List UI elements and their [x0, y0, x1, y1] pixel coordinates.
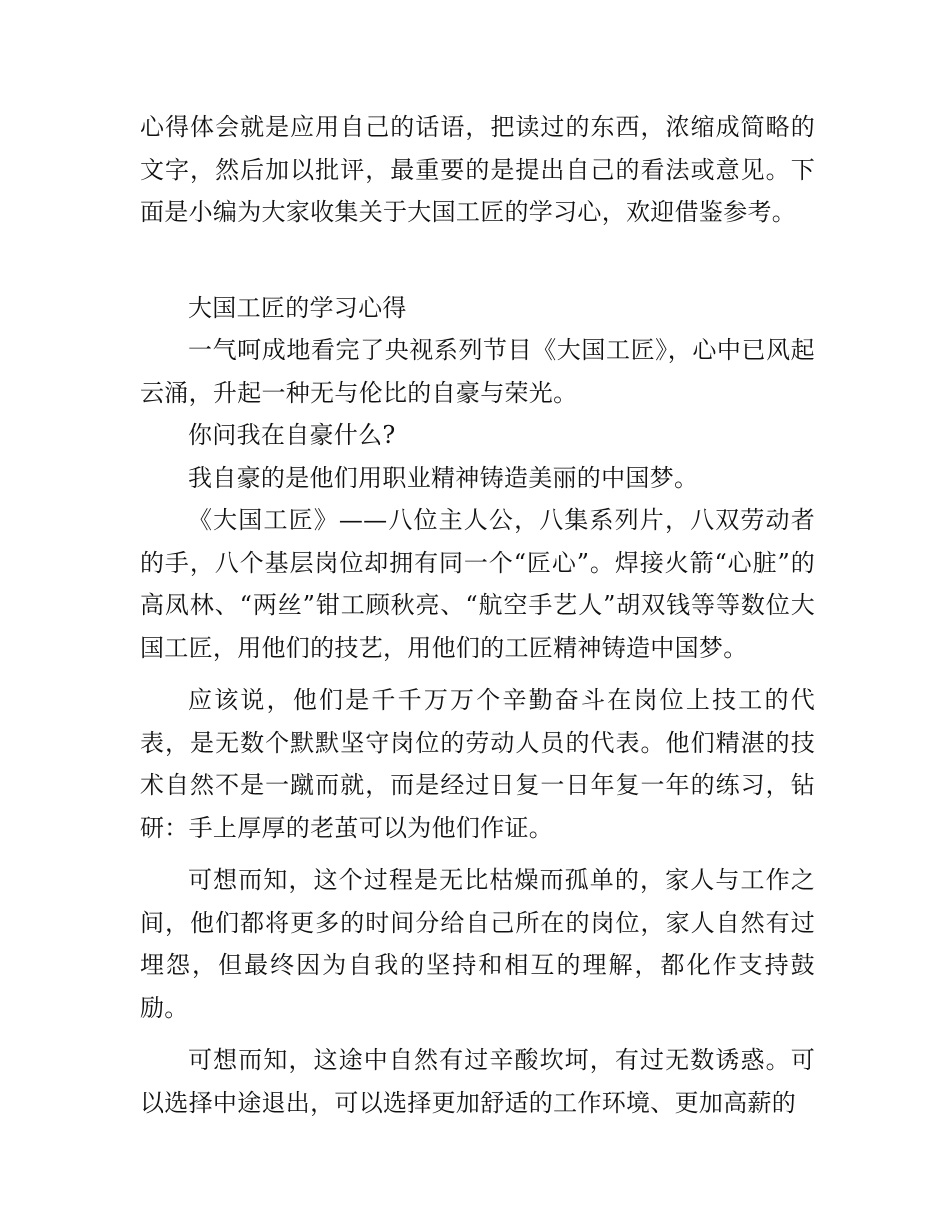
document-page	[140, 106, 815, 1124]
body-paragraph: 你问我在自豪什么?	[188, 421, 396, 449]
section-title: 大国工匠的学习心得	[188, 293, 407, 322]
body-paragraph: 应该说，他们是千千万万个辛勤奋斗在岗位上技工的代表，是无数个默默坚守岗位的劳动人员的代表。他们精湛的技术自然不是一蹴而就，而是经过日复一日年复一年的练习，钻研：手上厚厚的老茧可以为他们作证。	[140, 686, 815, 842]
body-paragraph: 我自豪的是他们用职业精神铸造美丽的中国梦。	[188, 463, 699, 492]
body-paragraph: 一气呵成地看完了央视系列节目《大国工匠》，心中已风起云涌，升起一种无与伦比的自豪与荣光。	[140, 336, 815, 407]
body-paragraph: 可想而知，这个过程是无比枯燥而孤单的，家人与工作之间，他们都将更多的时间分给自己所在的岗位，家人自然有过埋怨，但最终因为自我的坚持和相互的理解，都化作支持鼓励。	[140, 866, 815, 1022]
paragraph-spacer	[140, 234, 815, 287]
body-paragraph: 可想而知，这途中自然有过辛酸坎坷，有过无数诱惑。可以选择中途退出，可以选择更加舒适的工作环境、更加高薪的	[140, 1046, 815, 1117]
intro-paragraph: 心得体会就是应用自己的话语，把读过的东西，浓缩成简略的文字，然后加以批评，最重要的是提出自己的看法或意见。下面是小编为大家收集关于大国工匠的学习心，欢迎借鉴参考。	[140, 113, 815, 226]
body-paragraph: 《大国工匠》——八位主人公，八集系列片，八双劳动者的手，八个基层岗位却拥有同一个“匠心”。焊接火箭“心脏”的高凤林、“两丝”钳工顾秋亮、“航空手艺人”胡双钱等等数位大国工匠，用他们的技艺，用他们的工匠精神铸造中国梦。	[140, 506, 815, 662]
